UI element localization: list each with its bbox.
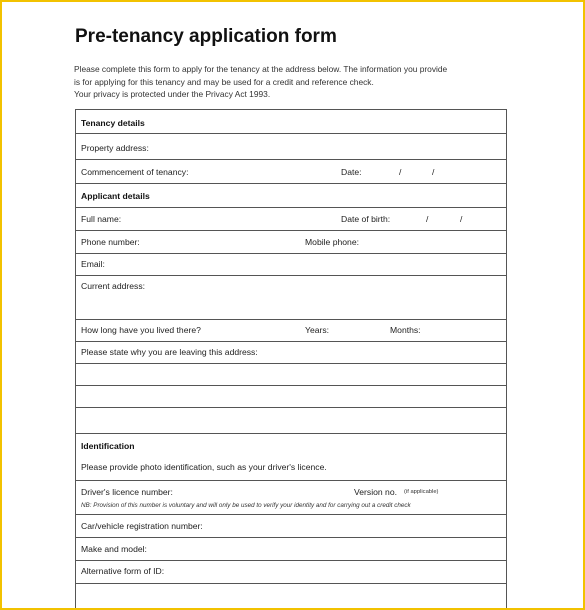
document-page (2, 2, 583, 608)
tenancy-heading: Tenancy details (81, 118, 145, 128)
intro-line-3: Your privacy is protected under the Privacy Act 1993. (74, 89, 271, 99)
dob-slash: / (426, 214, 429, 224)
months-field[interactable]: Months: (390, 325, 421, 335)
applicant-heading: Applicant details (81, 191, 150, 201)
commencement-field[interactable]: Commencement of tenancy: (81, 167, 189, 177)
application-table (75, 109, 507, 608)
phone-field[interactable]: Phone number: (81, 237, 140, 247)
reason-leaving-field[interactable]: Please state why you are leaving this address: (81, 347, 258, 357)
date-slash: / (399, 167, 402, 177)
full-name-field[interactable]: Full name: (81, 214, 122, 224)
if-applicable-note: (if applicable) (404, 489, 439, 495)
id-instruction: Please provide photo identification, such as your driver's licence. (81, 462, 327, 472)
dob-slash: / (460, 214, 463, 224)
dob-field[interactable]: Date of birth: (341, 214, 391, 224)
version-no-field[interactable]: Version no. (354, 487, 397, 497)
years-field[interactable]: Years: (305, 325, 330, 335)
how-long-label: How long have you lived there? (81, 325, 201, 335)
mobile-field[interactable]: Mobile phone: (305, 237, 359, 247)
intro-line-1: Please complete this form to apply for the tenancy at the address below. The information you provide (74, 64, 448, 74)
intro-text (74, 63, 514, 101)
date-slash: / (432, 167, 435, 177)
form-title: Pre-tenancy application form (75, 26, 337, 47)
property-address-field[interactable]: Property address: (81, 143, 149, 153)
licence-note: NB: Provision of this number is voluntary and will only be used to verify your identity and for carrying out a credit check (81, 502, 411, 509)
identification-heading: Identification (81, 441, 135, 451)
email-field[interactable]: Email: (81, 259, 105, 269)
car-registration-field[interactable]: Car/vehicle registration number: (81, 521, 203, 531)
current-address-field[interactable]: Current address: (81, 281, 146, 291)
intro-line-2: is for applying for this tenancy and may be used for a credit and reference check. (74, 76, 374, 87)
commencement-date-label: Date: (341, 167, 362, 177)
alternative-id-field[interactable]: Alternative form of ID: (81, 566, 165, 576)
licence-number-field[interactable]: Driver's licence number: (81, 487, 173, 497)
make-model-field[interactable]: Make and model: (81, 544, 147, 554)
